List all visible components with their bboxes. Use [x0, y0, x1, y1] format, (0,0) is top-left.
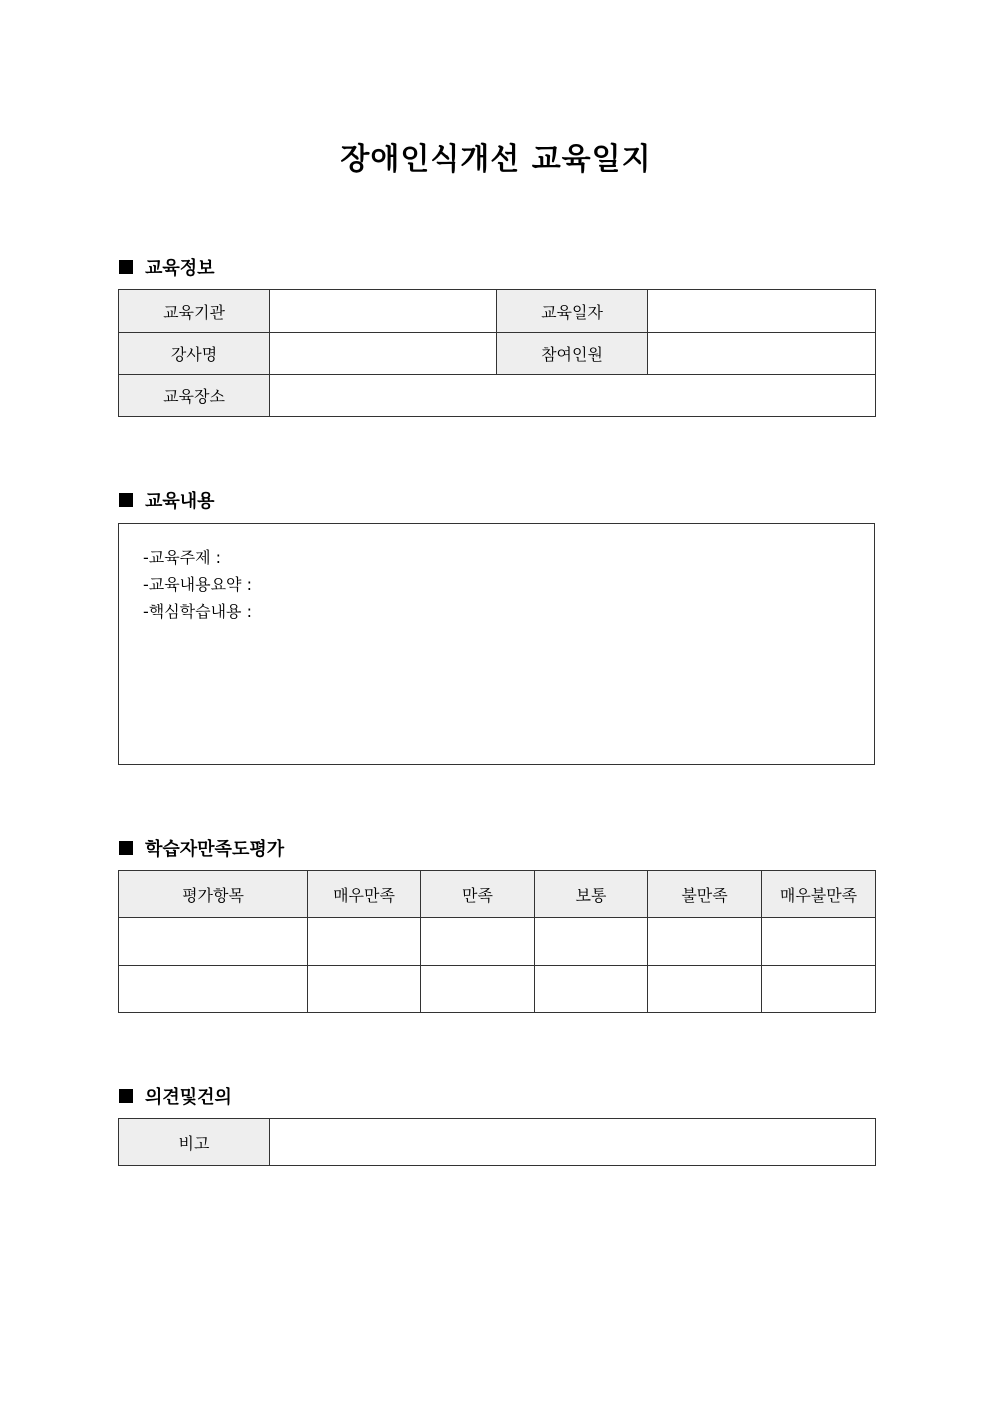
place-field[interactable] [270, 375, 876, 417]
evaluation-cell[interactable] [119, 966, 308, 1013]
evaluation-row [119, 918, 876, 966]
evaluation-cell[interactable] [308, 918, 421, 966]
black-square-icon [119, 841, 133, 855]
content-line-summary: -교육내용요약 : [143, 575, 252, 594]
section-heading-info [119, 254, 215, 280]
evaluation-cell[interactable] [535, 966, 648, 1013]
info-table [118, 289, 876, 417]
evaluation-cell[interactable] [308, 966, 421, 1013]
date-field[interactable] [648, 290, 876, 333]
evaluation-cell[interactable] [762, 918, 876, 966]
institution-field[interactable] [270, 290, 497, 333]
evaluation-row [119, 966, 876, 1013]
black-square-icon [119, 260, 133, 274]
header-satisfied: 만족 [421, 871, 535, 918]
info-row [119, 290, 876, 333]
section-heading-content [119, 487, 215, 513]
header-item: 평가항목 [119, 871, 308, 918]
info-label-instructor: 강사명 [119, 333, 270, 375]
page-title: 장애인식개선 교육일지 [340, 142, 652, 177]
content-line-key-learning: -핵심학습내용 : [143, 602, 252, 621]
info-label-date: 교육일자 [497, 290, 648, 333]
participants-field[interactable] [648, 333, 876, 375]
header-very-satisfied: 매우만족 [308, 871, 421, 918]
evaluation-cell[interactable] [421, 966, 535, 1013]
content-line-topic: -교육주제 : [143, 548, 222, 567]
section-heading-info-label: 교육정보 [145, 258, 215, 279]
evaluation-cell[interactable] [648, 918, 762, 966]
content-box[interactable] [118, 523, 875, 765]
remarks-field[interactable] [270, 1119, 876, 1166]
evaluation-cell[interactable] [535, 918, 648, 966]
info-label-institution: 교육기관 [119, 290, 270, 333]
section-heading-opinion-label: 의견및건의 [145, 1087, 232, 1108]
section-heading-evaluation [119, 835, 284, 861]
info-row [119, 333, 876, 375]
evaluation-cell[interactable] [762, 966, 876, 1013]
header-dissatisfied: 불만족 [648, 871, 762, 918]
opinion-row [119, 1119, 876, 1166]
evaluation-cell[interactable] [119, 918, 308, 966]
header-very-dissatisfied: 매우불만족 [762, 871, 876, 918]
black-square-icon [119, 1089, 133, 1103]
evaluation-header-row [119, 871, 876, 918]
opinion-label-remarks: 비고 [119, 1119, 270, 1166]
section-heading-opinion [119, 1083, 232, 1109]
info-label-place: 교육장소 [119, 375, 270, 417]
evaluation-cell[interactable] [648, 966, 762, 1013]
evaluation-table [118, 870, 876, 1013]
header-neutral: 보통 [535, 871, 648, 918]
info-row [119, 375, 876, 417]
section-heading-evaluation-label: 학습자만족도평가 [145, 839, 285, 860]
opinion-table [118, 1118, 876, 1166]
black-square-icon [119, 493, 133, 507]
info-label-participants: 참여인원 [497, 333, 648, 375]
section-heading-content-label: 교육내용 [145, 491, 215, 512]
instructor-field[interactable] [270, 333, 497, 375]
evaluation-cell[interactable] [421, 918, 535, 966]
content-lines [143, 544, 252, 625]
